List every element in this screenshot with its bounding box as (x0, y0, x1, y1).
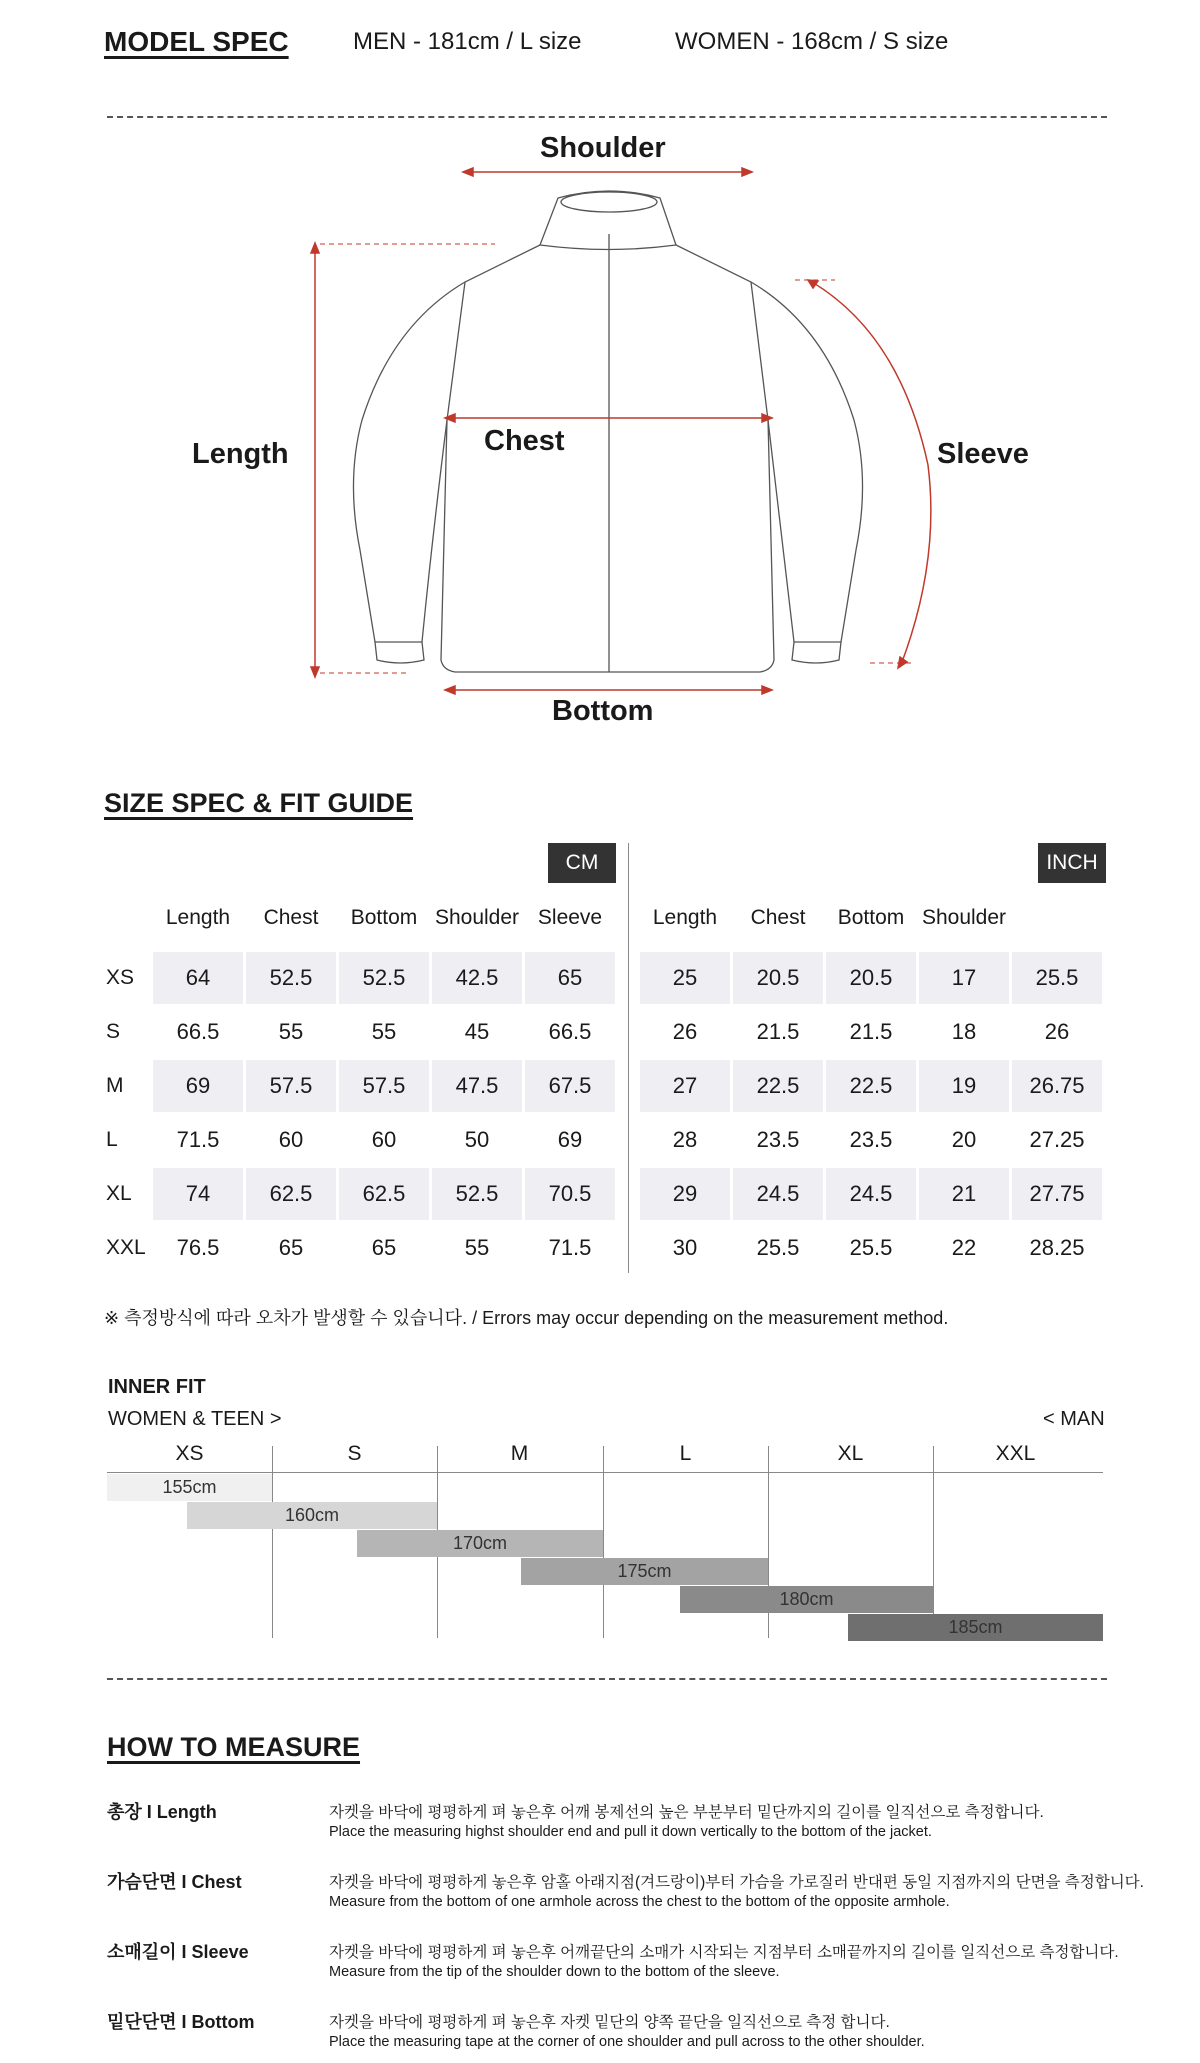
size-row-label: L (106, 1128, 118, 1151)
inch-value-cell: 20.5 (733, 952, 823, 1004)
cm-value-cell: 71.5 (176, 1127, 220, 1152)
cm-value-cell: 65 (371, 1235, 397, 1260)
cm-value-cell: 47.5 (432, 1060, 522, 1112)
inch-value-cell: 25.5 (849, 1235, 893, 1260)
measure-description-ko: 자켓을 바닥에 평평하게 펴 놓은후 자켓 밑단의 양쪽 끝단을 일직선으로 측정 합니다. (329, 2014, 890, 2031)
inch-value-cell: 27 (640, 1060, 730, 1112)
cm-value-cell: 57.5 (339, 1060, 429, 1112)
cm-value-cell: 62.5 (339, 1168, 429, 1220)
cm-column-header: Sleeve (537, 906, 603, 929)
inch-value-cell: 26 (1044, 1019, 1070, 1044)
cm-value-cell: 69 (153, 1060, 243, 1112)
inner-fit-column-divider (933, 1446, 934, 1638)
cm-column-header: Shoulder (434, 906, 520, 929)
cm-value-cell: 52.5 (432, 1168, 522, 1220)
inch-value-cell: 22.5 (733, 1060, 823, 1112)
inner-fit-height-bar: 155cm (107, 1474, 272, 1501)
cm-value-cell: 69 (557, 1127, 583, 1152)
inch-value-cell: 17 (919, 952, 1009, 1004)
cm-column-header: Bottom (350, 906, 418, 929)
measure-description-en: Measure from the bottom of one armhole across the chest to the bottom of the opposite armhole. (329, 1894, 950, 1910)
measurement-note: ※ 측정방식에 따라 오차가 발생할 수 있습니다. / Errors may occur depending on the measurement method. (104, 1308, 949, 1328)
inch-value-cell: 22.5 (826, 1060, 916, 1112)
measure-description-ko: 자켓을 바닥에 평평하게 놓은후 암홀 아래지점(겨드랑이)부터 가슴을 가로질러 반대편 동일 지점까지의 단면을 측정합니다. (329, 1874, 1144, 1891)
cm-column-header: Chest (263, 906, 319, 929)
cm-value-cell: 55 (464, 1235, 490, 1260)
inch-value-cell: 30 (672, 1235, 698, 1260)
measure-term: 가슴단면 I Chest (107, 1872, 242, 1892)
inch-value-cell: 25.5 (1012, 952, 1102, 1004)
chest-label: Chest (484, 425, 565, 457)
jacket-outline-illustration (0, 120, 1200, 730)
cm-value-cell: 62.5 (246, 1168, 336, 1220)
inner-fit-height-bar: 180cm (680, 1586, 933, 1613)
inch-value-cell: 22 (951, 1235, 977, 1260)
inch-value-cell: 26 (672, 1019, 698, 1044)
inner-fit-header-line (107, 1472, 1103, 1473)
size-row-label: M (106, 1074, 124, 1097)
divider-bottom (107, 1678, 1107, 1680)
inch-value-cell: 24.5 (826, 1168, 916, 1220)
jacket-diagram (0, 120, 1200, 730)
inch-value-cell: 28 (672, 1127, 698, 1152)
length-label: Length (192, 438, 289, 470)
size-row-label: S (106, 1020, 121, 1043)
inch-value-cell: 25.5 (756, 1235, 800, 1260)
inner-fit-title: INNER FIT (108, 1376, 206, 1398)
inner-fit-height-bar: 160cm (187, 1502, 437, 1529)
cm-value-cell: 71.5 (548, 1235, 592, 1260)
cm-value-cell: 55 (371, 1019, 397, 1044)
sleeve-label: Sleeve (937, 438, 1029, 470)
inch-column-header: Shoulder (921, 906, 1007, 929)
inch-value-cell: 20 (951, 1127, 977, 1152)
inch-value-cell: 23.5 (756, 1127, 800, 1152)
how-to-measure-title: HOW TO MEASURE (107, 1732, 361, 1762)
inch-column-header: Bottom (837, 906, 905, 929)
cm-column-header: Length (165, 906, 231, 929)
cm-value-cell: 67.5 (525, 1060, 615, 1112)
cm-value-cell: 66.5 (176, 1019, 220, 1044)
cm-value-cell: 52.5 (339, 952, 429, 1004)
shoulder-label: Shoulder (540, 132, 666, 164)
cm-value-cell: 74 (153, 1168, 243, 1220)
inner-fit-size-label: L (679, 1442, 692, 1465)
cm-value-cell: 65 (278, 1235, 304, 1260)
cm-value-cell: 70.5 (525, 1168, 615, 1220)
model-spec-men: MEN - 181cm / L size (353, 28, 582, 55)
cm-value-cell: 50 (464, 1127, 490, 1152)
measure-term: 총장 I Length (107, 1802, 217, 1822)
inch-value-cell: 21 (919, 1168, 1009, 1220)
inner-fit-column-divider (603, 1446, 604, 1638)
cm-value-cell: 55 (278, 1019, 304, 1044)
cm-value-cell: 65 (525, 952, 615, 1004)
inner-fit-left-label: WOMEN & TEEN > (108, 1408, 282, 1430)
cm-value-cell: 64 (153, 952, 243, 1004)
table-divider (628, 843, 629, 1273)
cm-unit-badge: CM (548, 843, 616, 883)
cm-value-cell: 57.5 (246, 1060, 336, 1112)
inch-column-header: Chest (750, 906, 806, 929)
inner-fit-height-bar: 170cm (357, 1530, 603, 1557)
inner-fit-size-label: M (510, 1442, 529, 1465)
cm-value-cell: 52.5 (246, 952, 336, 1004)
measure-description-ko: 자켓을 바닥에 평평하게 펴 놓은후 어깨끝단의 소매가 시작되는 지점부터 소매끝까지의 길이를 일직선으로 측정합니다. (329, 1944, 1119, 1961)
cm-value-cell: 42.5 (432, 952, 522, 1004)
inch-value-cell: 27.25 (1029, 1127, 1085, 1152)
inch-value-cell: 23.5 (849, 1127, 893, 1152)
inch-value-cell: 29 (640, 1168, 730, 1220)
inch-value-cell: 24.5 (733, 1168, 823, 1220)
bottom-label: Bottom (552, 695, 654, 727)
inner-fit-height-bar: 175cm (521, 1558, 768, 1585)
measure-description-en: Place the measuring tape at the corner of one shoulder and pull across to the other shoulder. (329, 2034, 925, 2050)
measure-description-en: Measure from the tip of the shoulder down to the bottom of the sleeve. (329, 1964, 780, 1980)
cm-value-cell: 76.5 (176, 1235, 220, 1260)
inner-fit-size-label: XL (837, 1442, 864, 1465)
inch-column-header: Length (652, 906, 718, 929)
cm-value-cell: 60 (278, 1127, 304, 1152)
size-row-label: XL (106, 1182, 132, 1205)
measure-term: 소매길이 I Sleeve (107, 1942, 249, 1962)
measure-description-ko: 자켓을 바닥에 평평하게 펴 놓은후 어깨 봉제선의 높은 부분부터 밑단까지의 길이를 일직선으로 측정합니다. (329, 1804, 1044, 1821)
model-spec-women: WOMEN - 168cm / S size (675, 28, 949, 55)
size-spec-title: SIZE SPEC & FIT GUIDE (104, 788, 414, 818)
inch-value-cell: 25 (640, 952, 730, 1004)
inner-fit-size-label: XXL (995, 1442, 1036, 1465)
inch-value-cell: 21.5 (756, 1019, 800, 1044)
size-row-label: XXL (106, 1236, 146, 1259)
cm-value-cell: 66.5 (548, 1019, 592, 1044)
inch-unit-badge: INCH (1038, 843, 1106, 883)
inch-value-cell: 19 (919, 1060, 1009, 1112)
inch-value-cell: 21.5 (849, 1019, 893, 1044)
measure-description-en: Place the measuring highst shoulder end and pull it down vertically to the bottom of the jacket. (329, 1824, 932, 1840)
divider-top (107, 116, 1107, 118)
size-row-label: XS (106, 966, 135, 989)
inner-fit-size-label: S (347, 1442, 362, 1465)
inner-fit-column-divider (272, 1446, 273, 1638)
inch-value-cell: 18 (951, 1019, 977, 1044)
inch-value-cell: 20.5 (826, 952, 916, 1004)
measure-term: 밑단단면 I Bottom (107, 2012, 255, 2032)
inch-value-cell: 28.25 (1029, 1235, 1085, 1260)
inner-fit-right-label: < MAN (1043, 1408, 1105, 1430)
model-spec-title: MODEL SPEC (104, 26, 289, 57)
cm-value-cell: 60 (371, 1127, 397, 1152)
inch-value-cell: 27.75 (1012, 1168, 1102, 1220)
inner-fit-height-bar: 185cm (848, 1614, 1103, 1641)
inner-fit-size-label: XS (175, 1442, 204, 1465)
cm-value-cell: 45 (464, 1019, 490, 1044)
inch-value-cell: 26.75 (1012, 1060, 1102, 1112)
